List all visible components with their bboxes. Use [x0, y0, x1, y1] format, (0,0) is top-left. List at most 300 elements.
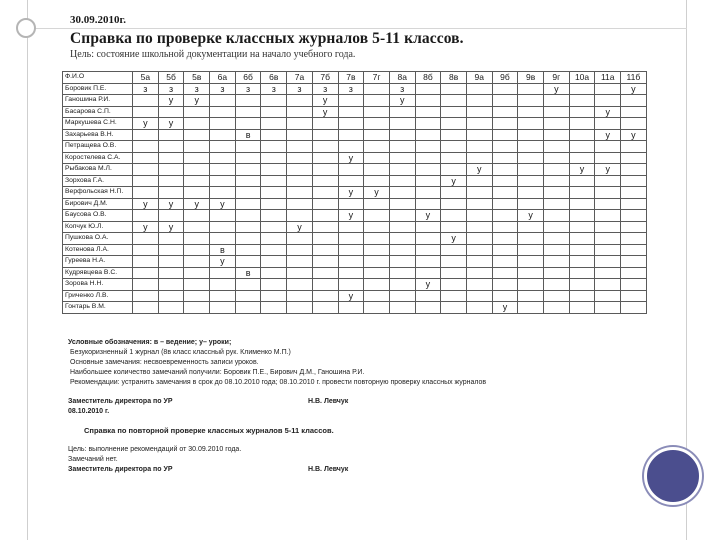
mark-cell — [133, 279, 159, 291]
mark-cell — [389, 152, 415, 164]
mark-cell — [518, 279, 544, 291]
teacher-name: Верфольская Н.П. — [63, 187, 133, 199]
mark-cell — [184, 164, 210, 176]
signer-title: Заместитель директора по УР — [68, 398, 173, 405]
column-header-class: 9б — [492, 72, 518, 84]
column-header-class: 7г — [364, 72, 390, 84]
mark-cell: у — [415, 210, 441, 222]
mark-cell — [518, 175, 544, 187]
mark-cell: з — [389, 83, 415, 95]
mark-cell — [441, 187, 467, 199]
mark-cell — [261, 198, 287, 210]
mark-cell — [389, 198, 415, 210]
mark-cell — [235, 198, 261, 210]
mark-cell — [518, 152, 544, 164]
mark-cell — [261, 175, 287, 187]
mark-cell — [364, 290, 390, 302]
slide-decor-circle — [644, 447, 702, 505]
mark-cell — [184, 233, 210, 245]
teacher-name: Гуреева Н.А. — [63, 256, 133, 268]
mark-cell: з — [235, 83, 261, 95]
mark-cell — [415, 106, 441, 118]
mark-cell — [261, 95, 287, 107]
mark-cell — [364, 198, 390, 210]
mark-cell — [415, 198, 441, 210]
mark-cell — [261, 141, 287, 153]
mark-cell: у — [338, 290, 364, 302]
mark-cell — [621, 233, 647, 245]
mark-cell — [287, 233, 313, 245]
mark-cell — [287, 175, 313, 187]
mark-cell — [235, 152, 261, 164]
mark-cell — [184, 302, 210, 314]
mark-cell — [312, 279, 338, 291]
mark-cell — [595, 279, 621, 291]
table-row — [63, 210, 647, 222]
mark-cell — [389, 221, 415, 233]
mark-cell — [312, 233, 338, 245]
mark-cell — [569, 198, 595, 210]
mark-cell — [569, 233, 595, 245]
column-header-class: 6а — [210, 72, 236, 84]
mark-cell — [210, 141, 236, 153]
teacher-name: Петращева О.В. — [63, 141, 133, 153]
mark-cell — [621, 187, 647, 199]
teacher-name: Зорова Н.Н. — [63, 279, 133, 291]
mark-cell: з — [184, 83, 210, 95]
mark-cell — [158, 175, 184, 187]
mark-cell — [415, 95, 441, 107]
mark-cell — [312, 129, 338, 141]
mark-cell: у — [158, 198, 184, 210]
mark-cell — [492, 152, 518, 164]
mark-cell — [364, 210, 390, 222]
mark-cell — [364, 118, 390, 130]
mark-cell — [287, 302, 313, 314]
mark-cell — [466, 83, 492, 95]
mark-cell — [492, 175, 518, 187]
mark-cell — [312, 175, 338, 187]
mark-cell — [569, 187, 595, 199]
mark-cell — [441, 83, 467, 95]
mark-cell — [158, 233, 184, 245]
mark-cell — [595, 198, 621, 210]
mark-cell — [621, 244, 647, 256]
teacher-name: Ганошина Р.И. — [63, 95, 133, 107]
mark-cell — [364, 164, 390, 176]
mark-cell — [569, 95, 595, 107]
mark-cell — [595, 244, 621, 256]
mark-cell — [364, 221, 390, 233]
table-row — [63, 198, 647, 210]
mark-cell — [466, 233, 492, 245]
mark-cell — [544, 152, 570, 164]
teacher-name: Боровик П.Е. — [63, 83, 133, 95]
mark-cell — [441, 290, 467, 302]
mark-cell — [595, 187, 621, 199]
mark-cell — [364, 129, 390, 141]
mark-cell — [544, 95, 570, 107]
table-row — [63, 164, 647, 176]
mark-cell — [595, 83, 621, 95]
second-report-goal: Цель: выполнение рекомендаций от 30.09.2010 года. — [68, 446, 242, 453]
mark-cell — [235, 118, 261, 130]
mark-cell: в — [235, 129, 261, 141]
mark-cell: у — [158, 118, 184, 130]
mark-cell — [133, 256, 159, 268]
mark-cell: у — [441, 233, 467, 245]
mark-cell — [415, 141, 441, 153]
mark-cell — [621, 279, 647, 291]
mark-cell — [569, 279, 595, 291]
mark-cell: у — [621, 83, 647, 95]
mark-cell — [518, 95, 544, 107]
mark-cell — [261, 210, 287, 222]
column-header-class: 5б — [158, 72, 184, 84]
mark-cell — [133, 187, 159, 199]
mark-cell — [492, 256, 518, 268]
mark-cell — [133, 164, 159, 176]
mark-cell — [569, 83, 595, 95]
mark-cell — [466, 129, 492, 141]
mark-cell — [287, 279, 313, 291]
teacher-name: Гонтарь В.М. — [63, 302, 133, 314]
mark-cell — [415, 267, 441, 279]
mark-cell — [235, 95, 261, 107]
mark-cell — [158, 164, 184, 176]
mark-cell — [621, 290, 647, 302]
mark-cell: з — [312, 83, 338, 95]
mark-cell — [492, 198, 518, 210]
legend-symbols: Условные обозначения: в – ведение; у– уроки; — [68, 339, 232, 346]
mark-cell — [415, 290, 441, 302]
table-row — [63, 187, 647, 199]
mark-cell — [518, 187, 544, 199]
mark-cell — [184, 118, 210, 130]
mark-cell — [158, 141, 184, 153]
table-row — [63, 279, 647, 291]
mark-cell — [287, 244, 313, 256]
mark-cell — [338, 198, 364, 210]
document-header — [62, 14, 652, 60]
mark-cell — [569, 256, 595, 268]
mark-cell — [492, 95, 518, 107]
mark-cell — [338, 106, 364, 118]
teacher-name: Зорхова Г.А. — [63, 175, 133, 187]
legend-recommendations: Рекомендации: устранить замечания в срок до 08.10.2010 года; 08.10.2010 г. провести повторную проверку классных журналов — [70, 379, 487, 386]
mark-cell — [184, 175, 210, 187]
mark-cell: у — [133, 118, 159, 130]
mark-cell — [364, 106, 390, 118]
mark-cell — [389, 290, 415, 302]
mark-cell — [518, 141, 544, 153]
mark-cell — [235, 279, 261, 291]
mark-cell — [235, 141, 261, 153]
mark-cell — [364, 152, 390, 164]
mark-cell — [441, 256, 467, 268]
mark-cell — [415, 187, 441, 199]
mark-cell — [518, 290, 544, 302]
mark-cell — [621, 198, 647, 210]
mark-cell — [569, 302, 595, 314]
mark-cell — [338, 95, 364, 107]
mark-cell — [158, 290, 184, 302]
mark-cell — [210, 267, 236, 279]
table-row — [63, 256, 647, 268]
mark-cell — [312, 198, 338, 210]
teacher-name: Баусова О.В. — [63, 210, 133, 222]
mark-cell — [158, 210, 184, 222]
mark-cell: у — [595, 129, 621, 141]
mark-cell: у — [158, 95, 184, 107]
mark-cell: у — [544, 83, 570, 95]
mark-cell — [287, 141, 313, 153]
mark-cell — [158, 267, 184, 279]
mark-cell — [595, 221, 621, 233]
mark-cell — [287, 210, 313, 222]
mark-cell — [287, 198, 313, 210]
mark-cell — [492, 267, 518, 279]
mark-cell: у — [184, 95, 210, 107]
slide-corner-ring — [16, 18, 36, 38]
mark-cell — [518, 221, 544, 233]
signer-name: Н.В. Левчук — [308, 398, 349, 405]
mark-cell — [441, 164, 467, 176]
mark-cell — [466, 210, 492, 222]
mark-cell — [158, 256, 184, 268]
column-header-class: 9а — [466, 72, 492, 84]
mark-cell — [133, 244, 159, 256]
mark-cell — [544, 290, 570, 302]
mark-cell — [466, 106, 492, 118]
mark-cell — [235, 221, 261, 233]
mark-cell — [492, 106, 518, 118]
mark-cell — [544, 210, 570, 222]
mark-cell — [415, 233, 441, 245]
mark-cell: у — [466, 164, 492, 176]
mark-cell — [544, 175, 570, 187]
mark-cell — [338, 302, 364, 314]
mark-cell: у — [621, 129, 647, 141]
mark-cell — [210, 164, 236, 176]
mark-cell — [235, 302, 261, 314]
table-row — [63, 221, 647, 233]
mark-cell — [312, 256, 338, 268]
mark-cell — [338, 279, 364, 291]
mark-cell: у — [415, 279, 441, 291]
mark-cell — [492, 164, 518, 176]
teacher-name: Басарова С.П. — [63, 106, 133, 118]
mark-cell — [287, 187, 313, 199]
mark-cell — [621, 118, 647, 130]
mark-cell — [518, 267, 544, 279]
table-row — [63, 244, 647, 256]
mark-cell — [595, 233, 621, 245]
mark-cell — [364, 279, 390, 291]
mark-cell — [364, 233, 390, 245]
mark-cell — [312, 290, 338, 302]
mark-cell — [133, 152, 159, 164]
mark-cell — [569, 175, 595, 187]
signer-name-2: Н.В. Левчук — [308, 466, 349, 473]
mark-cell — [364, 302, 390, 314]
mark-cell — [184, 256, 210, 268]
column-header-class: 5в — [184, 72, 210, 84]
mark-cell — [364, 244, 390, 256]
mark-cell: у — [492, 302, 518, 314]
mark-cell — [415, 129, 441, 141]
signature-row-2 — [68, 465, 588, 475]
mark-cell — [441, 129, 467, 141]
mark-cell: у — [518, 210, 544, 222]
mark-cell — [595, 302, 621, 314]
mark-cell — [569, 290, 595, 302]
table-row — [63, 267, 647, 279]
mark-cell — [338, 129, 364, 141]
mark-cell — [466, 187, 492, 199]
legend-main-remarks: Основные замечания: несвоевременность записи уроков. — [70, 359, 259, 366]
mark-cell — [133, 95, 159, 107]
mark-cell — [184, 290, 210, 302]
mark-cell — [210, 233, 236, 245]
mark-cell — [312, 210, 338, 222]
mark-cell — [261, 118, 287, 130]
mark-cell — [466, 244, 492, 256]
mark-cell — [338, 221, 364, 233]
mark-cell — [184, 141, 210, 153]
mark-cell — [544, 221, 570, 233]
mark-cell — [544, 198, 570, 210]
mark-cell — [235, 290, 261, 302]
mark-cell — [415, 164, 441, 176]
table-row — [63, 106, 647, 118]
signer-title-2: Заместитель директора по УР — [68, 466, 173, 473]
mark-cell: у — [312, 95, 338, 107]
mark-cell — [389, 256, 415, 268]
table-row — [63, 141, 647, 153]
mark-cell — [184, 221, 210, 233]
mark-cell — [518, 233, 544, 245]
mark-cell — [518, 256, 544, 268]
mark-cell — [338, 141, 364, 153]
mark-cell — [210, 302, 236, 314]
mark-cell — [235, 256, 261, 268]
mark-cell — [595, 267, 621, 279]
mark-cell: в — [210, 244, 236, 256]
mark-cell — [569, 106, 595, 118]
mark-cell — [492, 118, 518, 130]
table-row — [63, 302, 647, 314]
mark-cell — [569, 210, 595, 222]
mark-cell: у — [158, 221, 184, 233]
mark-cell — [544, 267, 570, 279]
teacher-name: Пушкова О.А. — [63, 233, 133, 245]
mark-cell — [595, 118, 621, 130]
mark-cell: з — [158, 83, 184, 95]
mark-cell — [492, 129, 518, 141]
mark-cell — [621, 256, 647, 268]
second-report-title: Справка по повторной проверке классных журналов 5-11 классов. — [84, 426, 334, 435]
mark-cell — [415, 244, 441, 256]
mark-cell — [261, 256, 287, 268]
mark-cell — [389, 267, 415, 279]
mark-cell — [235, 233, 261, 245]
mark-cell: у — [338, 152, 364, 164]
mark-cell — [595, 256, 621, 268]
mark-cell — [210, 129, 236, 141]
mark-cell — [287, 152, 313, 164]
mark-cell — [518, 129, 544, 141]
column-header-class: 11б — [621, 72, 647, 84]
mark-cell — [569, 244, 595, 256]
mark-cell — [338, 118, 364, 130]
legend-exemplary: Безукоризненный 1 журнал (8в класс классный рук. Клименко М.П.) — [70, 349, 291, 356]
mark-cell — [466, 175, 492, 187]
teacher-name: Маркушева С.Н. — [63, 118, 133, 130]
table-header-row — [63, 72, 647, 84]
column-header-class: 11а — [595, 72, 621, 84]
mark-cell — [389, 302, 415, 314]
column-header-class: 8б — [415, 72, 441, 84]
mark-cell — [158, 187, 184, 199]
column-header-class: 7а — [287, 72, 313, 84]
mark-cell — [441, 279, 467, 291]
mark-cell — [287, 118, 313, 130]
mark-cell — [466, 279, 492, 291]
column-header-class: 9в — [518, 72, 544, 84]
mark-cell — [466, 141, 492, 153]
mark-cell — [595, 210, 621, 222]
mark-cell — [415, 83, 441, 95]
mark-cell — [569, 267, 595, 279]
mark-cell — [364, 256, 390, 268]
mark-cell — [389, 141, 415, 153]
mark-cell — [492, 210, 518, 222]
column-header-class: 10а — [569, 72, 595, 84]
mark-cell: з — [287, 83, 313, 95]
mark-cell — [492, 187, 518, 199]
mark-cell — [364, 83, 390, 95]
mark-cell — [158, 152, 184, 164]
mark-cell — [466, 302, 492, 314]
table-row — [63, 83, 647, 95]
mark-cell — [261, 221, 287, 233]
mark-cell — [621, 95, 647, 107]
mark-cell — [287, 95, 313, 107]
mark-cell — [569, 141, 595, 153]
mark-cell — [364, 267, 390, 279]
mark-cell — [184, 267, 210, 279]
mark-cell — [569, 118, 595, 130]
mark-cell — [492, 141, 518, 153]
teacher-name: Бирович Д.М. — [63, 198, 133, 210]
slide-left-border — [27, 0, 28, 540]
mark-cell — [312, 164, 338, 176]
mark-cell — [466, 118, 492, 130]
column-header-class: 9г — [544, 72, 570, 84]
mark-cell — [621, 164, 647, 176]
mark-cell — [133, 141, 159, 153]
mark-cell — [415, 256, 441, 268]
mark-cell — [466, 152, 492, 164]
mark-cell — [492, 83, 518, 95]
table-row — [63, 290, 647, 302]
mark-cell — [312, 152, 338, 164]
mark-cell — [261, 244, 287, 256]
mark-cell — [338, 244, 364, 256]
mark-cell — [312, 267, 338, 279]
mark-cell — [261, 233, 287, 245]
